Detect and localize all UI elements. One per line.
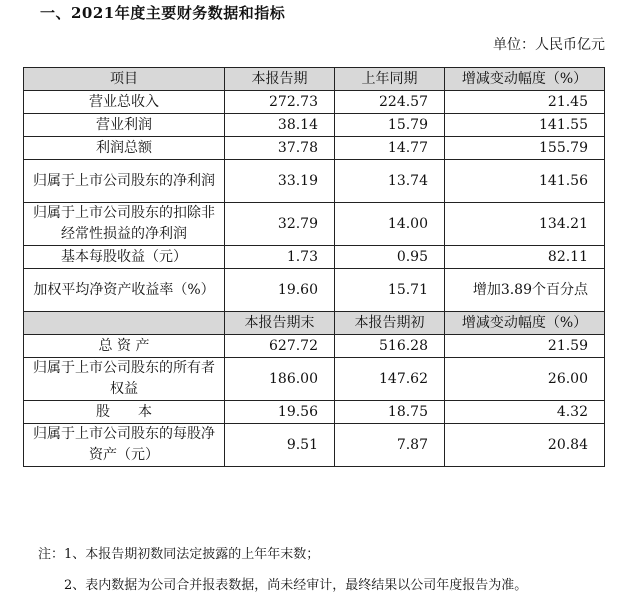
- cell-value: 32.79: [225, 203, 335, 246]
- cell-value: 224.57: [335, 91, 445, 114]
- row-label: 归属于上市公司股东的扣除非经常性损益的净利润: [24, 203, 225, 246]
- cell-value: 141.55: [445, 114, 605, 137]
- row-label: 归属于上市公司股东的所有者权益: [24, 358, 225, 401]
- page-title: 一、2021年度主要财务数据和指标: [40, 4, 286, 22]
- cell-value: 82.11: [445, 246, 605, 269]
- subheader-blank: [24, 312, 225, 335]
- footnote-1: 注：1、本报告期初数同法定披露的上年年末数；: [38, 547, 320, 562]
- table-row: [24, 246, 605, 269]
- table-row: [24, 114, 605, 137]
- table-row: [24, 358, 605, 401]
- table-subheader-row: [24, 312, 605, 335]
- row-label: 基本每股收益（元）: [24, 246, 225, 269]
- header-current-period: 本报告期: [225, 68, 335, 91]
- table-row: [24, 160, 605, 203]
- table-row: [24, 401, 605, 424]
- table-header-row: [24, 68, 605, 91]
- cell-value: 7.87: [335, 424, 445, 467]
- table-row: [24, 269, 605, 312]
- cell-value: 33.19: [225, 160, 335, 203]
- header-item: 项目: [24, 68, 225, 91]
- cell-value: 38.14: [225, 114, 335, 137]
- cell-value: 147.62: [335, 358, 445, 401]
- cell-value: 134.21: [445, 203, 605, 246]
- table-row: [24, 91, 605, 114]
- cell-value: 627.72: [225, 335, 335, 358]
- header-prior-period: 上年同期: [335, 68, 445, 91]
- subheader-period-start: 本报告期初: [335, 312, 445, 335]
- cell-value: 141.56: [445, 160, 605, 203]
- cell-value: 14.00: [335, 203, 445, 246]
- cell-value: 18.75: [335, 401, 445, 424]
- table-row: [24, 203, 605, 246]
- cell-value: 19.60: [225, 269, 335, 312]
- cell-value: 0.95: [335, 246, 445, 269]
- table-row: [24, 424, 605, 467]
- row-label: 加权平均净资产收益率（%）: [24, 269, 225, 312]
- subheader-period-end: 本报告期末: [225, 312, 335, 335]
- footnote-2: 2、表内数据为公司合并报表数据，尚未经审计，最终结果以公司年度报告为准。: [64, 578, 528, 593]
- cell-value: 516.28: [335, 335, 445, 358]
- subheader-change-pct: 增减变动幅度（%）: [445, 312, 605, 335]
- cell-value: 26.00: [445, 358, 605, 401]
- cell-value: 21.59: [445, 335, 605, 358]
- cell-value: 272.73: [225, 91, 335, 114]
- row-label: 利润总额: [24, 137, 225, 160]
- cell-value: 1.73: [225, 246, 335, 269]
- cell-value: 20.84: [445, 424, 605, 467]
- cell-value: 15.71: [335, 269, 445, 312]
- table-row: [24, 137, 605, 160]
- row-label: 归属于上市公司股东的每股净资产（元）: [24, 424, 225, 467]
- cell-value: 14.77: [335, 137, 445, 160]
- cell-value: 186.00: [225, 358, 335, 401]
- row-label: 总 资 产: [24, 335, 225, 358]
- row-label: 营业利润: [24, 114, 225, 137]
- cell-value: 15.79: [335, 114, 445, 137]
- cell-value: 4.32: [445, 401, 605, 424]
- cell-value: 增加3.89个百分点: [445, 269, 605, 312]
- cell-value: 155.79: [445, 137, 605, 160]
- row-label: 股 本: [24, 401, 225, 424]
- cell-value: 9.51: [225, 424, 335, 467]
- row-label: 归属于上市公司股东的净利润: [24, 160, 225, 203]
- header-change-pct: 增减变动幅度（%）: [445, 68, 605, 91]
- cell-value: 21.45: [445, 91, 605, 114]
- unit-label: 单位：人民币亿元: [493, 37, 605, 53]
- table-row: [24, 335, 605, 358]
- financial-table: [23, 67, 605, 467]
- cell-value: 37.78: [225, 137, 335, 160]
- cell-value: 19.56: [225, 401, 335, 424]
- cell-value: 13.74: [335, 160, 445, 203]
- row-label: 营业总收入: [24, 91, 225, 114]
